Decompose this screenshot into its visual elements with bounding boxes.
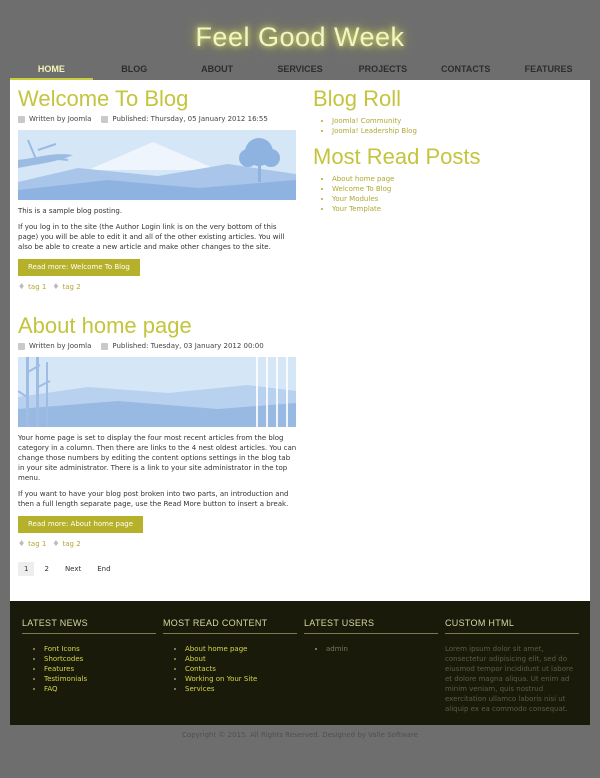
tag-link[interactable]: tag 2 [62,282,81,291]
article-body [18,433,298,509]
site-title[interactable]: Feel Good Week [195,22,405,52]
user-icon [18,343,25,350]
article-tags [18,539,298,548]
tag-icon: ♦ [52,539,60,548]
tag-link[interactable]: tag 2 [62,539,81,548]
footer-custom-text: Lorem ipsum dolor sit amet, consectetur adipisicing elit, sed do eiusmod tempor incididunt ut labore et dolore magna aliqua. Ut enim ad minim veniam, quis nostrud exercitation ullamco laboris nisi ut aliquip ex ea commodo consequat. [445,645,574,713]
article-paragraph: If you want to have your blog post broken into two parts, an introduction and then a full length separate page, use the Read More button to insert a break. [18,490,289,508]
copyright: Copyright © 2015. All Rights Reserved. Designed by Valle Software [182,731,418,739]
tag-icon: ♦ [18,539,26,548]
blogroll-list [332,116,583,136]
pagination [18,562,117,576]
article-published: Published: Thursday, 05 January 2012 16:55 [112,115,268,123]
list-item [185,664,297,674]
landscape-tree-illustration-icon [18,130,296,200]
article-author: Written by Joomla [29,342,92,350]
list-item [332,126,583,136]
footer-link[interactable]: Contacts [185,665,216,673]
article [18,313,298,548]
page-link-2[interactable]: 2 [44,565,49,573]
end-link[interactable]: End [97,565,111,573]
article [18,86,298,291]
list-item [185,654,297,664]
footer-link[interactable]: FAQ [44,685,58,693]
blog-column [18,86,298,548]
footer-user[interactable]: admin [326,645,348,653]
most-read-list [332,174,583,214]
tag-icon: ♦ [52,282,60,291]
most-read-link[interactable]: About home page [332,175,395,183]
list-item [44,684,156,694]
nav-item-features[interactable]: FEATURES [524,64,573,74]
footer-link[interactable]: Testimonials [44,675,88,683]
list-item [332,174,583,184]
list-item [332,194,583,204]
nav-item-projects[interactable]: PROJECTS [358,64,408,74]
most-read-link[interactable]: Welcome To Blog [332,185,392,193]
article-meta [18,342,298,350]
list-item [326,644,438,654]
footer-link[interactable]: About home page [185,645,248,653]
footer-heading: LATEST USERS [304,618,438,634]
footer-link[interactable]: Services [185,685,215,693]
calendar-icon [101,343,108,350]
footer-link[interactable]: About [185,655,206,663]
footer-latest-news [22,618,156,694]
footer [10,601,590,725]
page-link-1[interactable]: 1 [18,562,34,576]
list-item [185,674,297,684]
nav-item-services[interactable]: SERVICES [277,64,323,74]
list-item [332,204,583,214]
user-icon [18,116,25,123]
article-meta [18,115,298,123]
next-link[interactable]: Next [64,565,82,573]
article-paragraph: If you log in to the site (the Author Login link is on the very bottom of this page) you will be able to edit it and all of the other existing articles. You will also be able to create a new article and make other changes to the site. [18,223,285,251]
most-read-title: Most Read Posts [313,144,481,169]
article-body [18,206,298,252]
tag-link[interactable]: tag 1 [28,539,47,548]
main-nav [10,60,590,80]
footer-heading: LATEST NEWS [22,618,156,634]
article-paragraph: This is a sample blog posting. [18,207,123,215]
footer-latest-users [304,618,438,654]
article-author: Written by Joomla [29,115,92,123]
list-item [332,184,583,194]
nav-item-home[interactable]: HOME [10,60,93,80]
footer-link[interactable]: Working on Your Site [185,675,258,683]
most-read-link[interactable]: Your Template [332,205,382,213]
article-title[interactable]: Welcome To Blog [18,86,189,111]
nav-item-about[interactable]: ABOUT [201,64,234,74]
footer-link[interactable]: Shortcodes [44,655,84,663]
list-item [185,644,297,654]
footer-link[interactable]: Features [44,665,75,673]
footer-link[interactable]: Font Icons [44,645,80,653]
list-item [44,654,156,664]
sidebar [313,86,583,222]
footer-heading: MOST READ CONTENT [163,618,297,634]
article-title[interactable]: About home page [18,313,192,338]
article-paragraph: Your home page is set to display the four most recent articles from the blog category in a column. Then there are links to the 4 nest oldest articles. You can change those numbers by editing the content options settings in the blog tab in your site administrator. There is a link to your site administrator in the top menu. [18,434,297,482]
footer-most-read [163,618,297,694]
most-read-link[interactable]: Your Modules [332,195,379,203]
main-content [10,80,590,601]
tag-link[interactable]: tag 1 [28,282,47,291]
article-tags [18,282,298,291]
read-more-button[interactable]: Read more: About home page [18,516,143,533]
read-more-button[interactable]: Read more: Welcome To Blog [18,259,140,276]
bamboo-landscape-illustration-icon [18,357,296,427]
nav-item-blog[interactable]: BLOG [121,64,148,74]
blogroll-link[interactable]: Joomla! Leadership Blog [332,127,417,135]
footer-custom-html [445,618,579,714]
calendar-icon [101,116,108,123]
blogroll-title: Blog Roll [313,86,402,111]
nav-item-contacts[interactable]: CONTACTS [441,64,491,74]
list-item [44,674,156,684]
tag-icon: ♦ [18,282,26,291]
list-item [44,664,156,674]
list-item [185,684,297,694]
article-published: Published: Tuesday, 03 January 2012 00:00 [112,342,264,350]
footer-heading: CUSTOM HTML [445,618,579,634]
list-item [332,116,583,126]
list-item [44,644,156,654]
blogroll-link[interactable]: Joomla! Community [332,117,402,125]
